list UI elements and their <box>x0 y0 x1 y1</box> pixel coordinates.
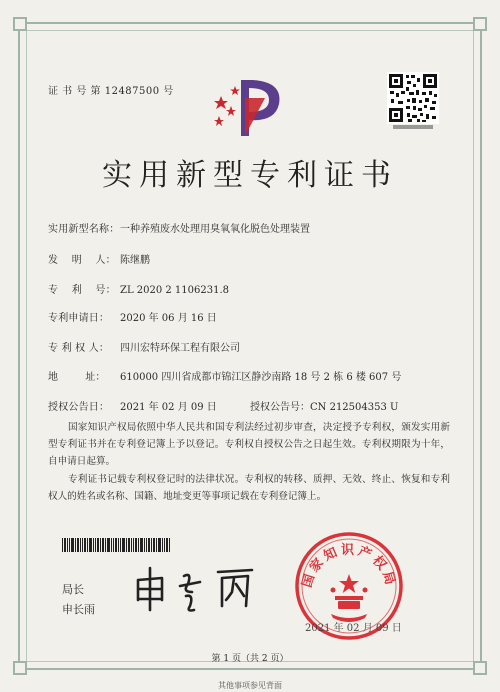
filing-date-label: 专利申请日： <box>48 313 110 324</box>
address-row <box>48 368 401 383</box>
signatory-title: 局长 <box>62 583 84 596</box>
patent-number-row <box>48 281 229 296</box>
cnipa-logo-icon <box>205 72 291 142</box>
patentee-label: 专 利 权 人： <box>48 343 110 354</box>
inventor-row <box>48 251 150 266</box>
filing-date-value: 2020 年 06 月 16 日 <box>120 313 217 324</box>
qr-code-icon <box>387 72 439 130</box>
signatory-name: 申长雨 <box>62 603 95 616</box>
certificate-number: 证 书 号 第 12487500 号 <box>48 86 174 97</box>
grant-publication-number-row <box>250 398 398 413</box>
grant-date-value: 2021 年 02 月 09 日 <box>120 402 217 413</box>
grant-date-row <box>48 398 217 413</box>
filing-date-row <box>48 309 217 324</box>
bottom-note: 其他事项参见背面 <box>218 681 282 690</box>
barcode-icon <box>62 538 172 552</box>
utility-model-name-value: 一种养殖废水处理用臭氧氧化脱色处理装置 <box>120 224 310 235</box>
patent-number-value: ZL 2020 2 1106231.8 <box>120 285 230 296</box>
utility-model-name-row <box>48 220 310 235</box>
handwritten-signature-icon <box>132 562 262 614</box>
seal-text: 国家知识产权局 <box>299 543 399 590</box>
page-number: 第 1 页（共 2 页） <box>211 654 289 664</box>
patentee-value: 四川宏特环保工程有限公司 <box>120 343 240 354</box>
patentee-row <box>48 339 240 354</box>
address-value: 610000 四川省成都市锦江区静沙南路 18 号 2 栋 6 楼 607 号 <box>120 372 402 383</box>
grant-publication-number-value: CN 212504353 U <box>310 402 399 413</box>
seal-date: 2021 年 02 月 09 日 <box>305 623 402 634</box>
certificate-title: 实用新型专利证书 <box>102 158 398 193</box>
utility-model-name-label: 实用新型名称： <box>48 224 120 235</box>
inventor-value: 陈继鹏 <box>120 255 150 266</box>
frame-corner-ornament <box>13 17 27 31</box>
grant-date-label: 授权公告日： <box>48 402 110 413</box>
legal-status-paragraph: 专利证书记载专利权登记时的法律状况。专利权的转移、质押、无效、终止、恢复和专利权人的姓名或名称、国籍、地址变更等事项记载在专利登记簿上。 <box>48 474 450 502</box>
frame-corner-ornament <box>473 17 487 31</box>
address-label: 地 址： <box>48 372 106 383</box>
grant-statement-paragraph: 国家知识产权局依照中华人民共和国专利法经过初步审查，决定授予专利权，颁发实用新型专利证书并在专利登记簿上予以登记。专利权自授权公告之日起生效。专利权期限为十年，自申请日起算。 <box>48 422 450 467</box>
inventor-label: 发 明 人： <box>48 255 116 266</box>
grant-publication-number-label: 授权公告号： <box>250 402 310 413</box>
patent-number-label: 专 利 号： <box>48 285 116 296</box>
